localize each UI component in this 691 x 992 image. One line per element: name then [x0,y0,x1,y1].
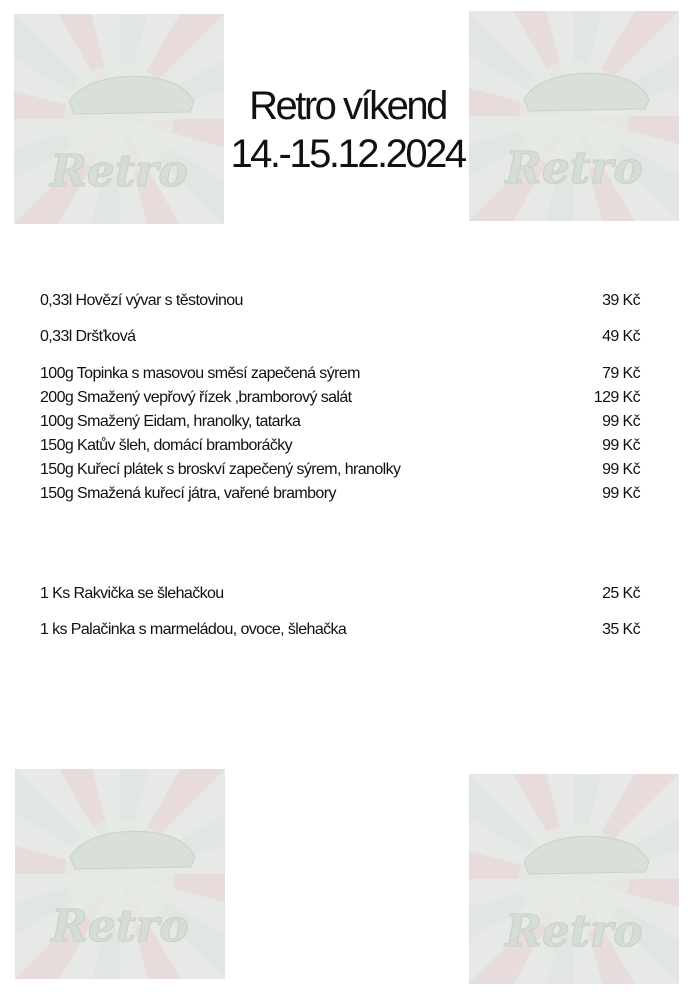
menu-item [40,386,640,410]
menu-item [40,482,640,506]
menu-item [40,362,640,386]
item-name: 1 ks Palačinka s marmeládou, ovoce, šlehačka [40,621,347,638]
retro-logo-top-right [469,11,679,221]
item-price: 25 Kč [602,585,640,602]
menu-item [40,410,640,434]
retro-car-sunburst-icon [15,769,225,979]
retro-logo-bottom-left [15,769,225,979]
item-price: 99 Kč [602,485,640,502]
item-name: 200g Smažený vepřový řízek ,bramborový salát [40,389,352,406]
retro-logo-bottom-right [469,774,679,984]
logo-wordmark: Retro [51,901,189,952]
item-name: 150g Kuřecí plátek s broskví zapečený sýrem, hranolky [40,461,401,478]
item-name: 0,33l Dršťková [40,328,136,345]
menu-item [40,289,640,313]
logo-wordmark: Retro [50,146,188,197]
title-date: 14.-15.12.2024 [230,132,465,176]
page-title [225,82,470,178]
retro-logo-top-left [14,14,224,224]
item-price: 99 Kč [602,413,640,430]
item-name: 1 Ks Rakvička se šlehačkou [40,585,224,602]
logo-wordmark: Retro [505,143,643,194]
menu-item [40,434,640,458]
item-name: 100g Smažený Eidam, hranolky, tatarka [40,413,301,430]
menu-item [40,582,640,606]
item-price: 129 Kč [593,389,640,406]
item-price: 39 Kč [602,292,640,309]
retro-car-sunburst-icon [14,14,224,224]
menu-item [40,618,640,642]
item-price: 99 Kč [602,461,640,478]
title-text: Retro víkend [249,84,446,128]
item-price: 99 Kč [602,437,640,454]
retro-car-sunburst-icon [469,11,679,221]
item-price: 49 Kč [602,328,640,345]
item-name: 150g Katův šleh, domácí bramboráčky [40,437,293,454]
menu-item [40,325,640,349]
menu-item [40,458,640,482]
menu-list [40,289,640,642]
logo-wordmark: Retro [505,906,643,957]
retro-car-sunburst-icon [469,774,679,984]
item-price: 79 Kč [602,365,640,382]
item-name: 150g Smažená kuřecí játra, vařené brambory [40,485,336,502]
item-name: 0,33l Hovězí vývar s těstovinou [40,292,243,309]
item-name: 100g Topinka s masovou směsí zapečená sýrem [40,365,360,382]
item-price: 35 Kč [602,621,640,638]
